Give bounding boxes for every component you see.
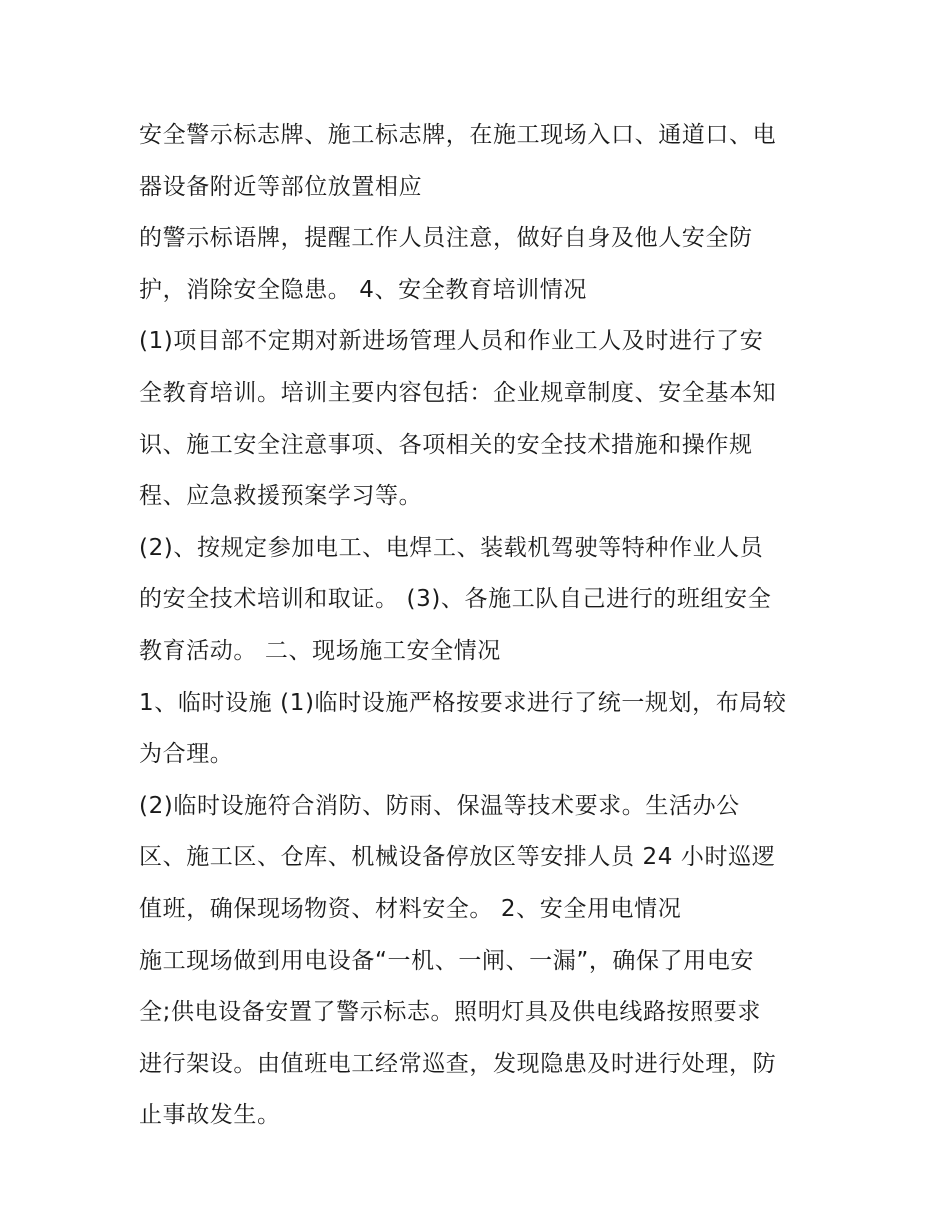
text-line: 进行架设。由值班电工经常巡查，发现隐患及时进行处理，防 — [139, 1050, 777, 1077]
text-line: 的安全技术培训和取证。 (3)、各施工队自己进行的班组安全 — [139, 586, 772, 613]
text-line: 的警示标语牌，提醒工作人员注意，做好自身及他人安全防 — [139, 225, 753, 252]
text-line: 区、施工区、仓库、机械设备停放区等安排人员 24 小时巡逻 — [139, 844, 776, 871]
text-line: (2)临时设施符合消防、防雨、保温等技术要求。生活办公 — [139, 792, 740, 819]
text-line: 为合理。 — [139, 741, 234, 768]
text-line: 施工现场做到用电设备“一机、一闸、一漏”，确保了用电安 — [139, 947, 755, 974]
text-line: 护，消除安全隐患。 4、安全教育培训情况 — [139, 276, 587, 303]
text-line: 全教育培训。培训主要内容包括：企业规章制度、安全基本知 — [139, 379, 777, 406]
body-text — [139, 110, 829, 1142]
text-line: 止事故发生。 — [139, 1102, 281, 1129]
text-line: 识、施工安全注意事项、各项相关的安全技术措施和操作规 — [139, 431, 753, 458]
text-line: 程、应急救援预案学习等。 — [139, 483, 423, 510]
text-line: 全;供电设备安置了警示标志。照明灯具及供电线路按照要求 — [139, 999, 761, 1026]
text-line: 1、临时设施 (1)临时设施严格按要求进行了统一规划，布局较 — [139, 689, 787, 716]
text-line: (2)、按规定参加电工、电焊工、装载机驾驶等特种作业人员 — [139, 534, 764, 561]
text-line: 教育活动。 二、现场施工安全情况 — [139, 637, 501, 664]
text-line: (1)项目部不定期对新进场管理人员和作业工人及时进行了安 — [139, 328, 764, 355]
text-line: 值班，确保现场物资、材料安全。 2、安全用电情况 — [139, 895, 682, 922]
text-line: 器设备附近等部位放置相应 — [139, 173, 423, 200]
text-line: 安全警示标志牌、施工标志牌，在施工现场入口、通道口、电 — [139, 122, 777, 148]
